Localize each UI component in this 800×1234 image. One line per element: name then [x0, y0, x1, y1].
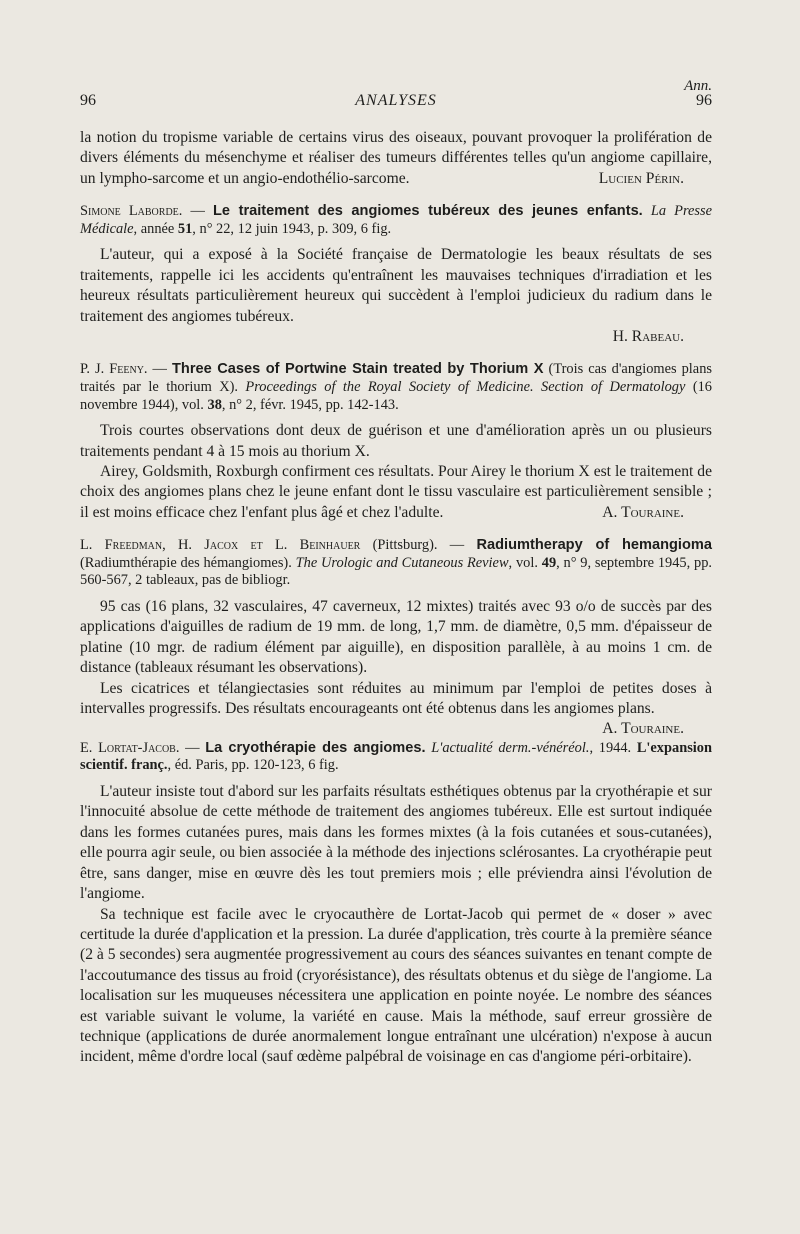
- reference: [80, 740, 712, 775]
- journal: L'actualité derm.-vénéréol.: [431, 739, 590, 756]
- dash: —: [182, 203, 213, 220]
- abstract-paragraph: Sa technique est facile avec le cryocauthère de Lortat-Jacob qui permet de « doser » avec certitude la durée d'application et la pression. La durée d'application, très courte à la première séance (2 à 5 secondes) sera augmentée progressivement au cours des séances suivantes en tenant compte de l'accoutumance des tissus au froid (cryorésistance), des résultats obtenus et du siège de l'angiome. La localisation sur les muqueuses nécessitera une application en pointe noyée. Le nombre des séances est variable suivant le volume, la variété en cause. Mais la méthode, sauf erreur grossière de technique (applications de durée anormalement longue entraînant une ulcération) n'expose à aucun incident, même d'ordre local (sauf œdème palpébral de voisinage en cas d'angiome péri-orbitaire).: [80, 905, 712, 1066]
- abstract-paragraph: [80, 679, 712, 738]
- volume: 49: [541, 554, 557, 571]
- abstract-entry: [80, 740, 712, 1068]
- reference: [80, 203, 712, 238]
- abstract-entry: [80, 361, 712, 523]
- article-title: La cryothérapie des angiomes.: [205, 739, 426, 756]
- reference: [80, 537, 712, 590]
- article-title: Le traitement des angiomes tubéreux des jeunes enfants.: [213, 203, 643, 220]
- article-title: Radiumtherapy of hemangioma: [476, 537, 712, 554]
- title-translation: (Trois cas d'angiomes plans traités par le thorium X).: [80, 361, 712, 396]
- citation-text: , 1944.: [589, 739, 637, 756]
- journal: Proceedings of the Royal Society of Medicine. Section of Dermatology: [245, 379, 686, 396]
- citation-rest: , n° 9, septembre 1945, pp. 560-567, 2 tableaux, pas de bibliogr.: [80, 554, 713, 589]
- abstract-entry: [80, 203, 712, 347]
- paragraph-text: Airey, Goldsmith, Roxburgh confirment ces résultats. Pour Airey le thorium X est le traitement de choix des angiomes plans chez le jeune enfant dont le tissu vasculaire est particulièrement sensible ; il est moins efficace chez l'enfant plus âgé et chez l'adulte.: [80, 463, 712, 521]
- abstract-paragraph: L'auteur, qui a exposé à la Société française de Dermatologie les beaux résultats de ses traitements, rappelle ici les accidents qu'entraînent les mauvaises techniques d'irradiation et les heureux résultats particulièrement heureux qui succèdent à l'emploi judicieux du radium dans le traitement des angiomes tubéreux.: [80, 246, 712, 325]
- publisher: L'expansion scientif. franç.: [80, 739, 712, 774]
- signature: Lucien Périn.: [598, 169, 684, 187]
- journal: La Presse Médicale: [80, 203, 712, 237]
- volume: 51: [177, 220, 193, 237]
- journal: The Urologic and Cutaneous Review: [295, 554, 509, 571]
- signature: H. Rabeau.: [612, 328, 684, 346]
- citation-rest: , éd. Paris, pp. 120-123, 6 fig.: [167, 757, 339, 774]
- running-title: ANALYSES: [355, 92, 437, 109]
- page-number-left: 96: [80, 92, 96, 109]
- page-body: [80, 128, 712, 1068]
- location: (Pittsburg).: [360, 537, 438, 554]
- citation-text: (16 novembre 1944), vol.: [80, 379, 713, 413]
- dash: —: [147, 361, 172, 378]
- abstract-paragraph: 95 cas (16 plans, 32 vasculaires, 47 caverneux, 12 mixtes) traités avec 93 o/o de succès par des applications d'aiguilles de radium de 19 mm. de long, 1,7 mm. de diamètre, 0,5 mm. d'épaisseur de platine (10 mgr. de radium élément par aiguille), en disposition parallèle, à au moins 1 cm. de distance (tableaux résumant les observations).: [80, 598, 712, 677]
- title-translation: (Radiumthérapie des hémangiomes).: [80, 554, 296, 571]
- citation-rest: , n° 22, 12 juin 1943, p. 309, 6 fig.: [192, 220, 392, 237]
- abstract-entry: [80, 537, 713, 738]
- dash: —: [437, 537, 477, 554]
- citation-rest: , n° 2, févr. 1945, pp. 142-143.: [221, 396, 399, 413]
- abstract-paragraph: [80, 462, 712, 523]
- volume: 38: [207, 396, 222, 413]
- page-header: [80, 92, 712, 116]
- author: P. J. Feeny.: [80, 361, 148, 378]
- author: L. Freedman, H. Jacox et L. Beinhauer: [80, 537, 361, 554]
- margin-annotation: Ann.: [684, 78, 712, 94]
- dash: —: [179, 739, 206, 756]
- abstract-paragraph: Trois courtes observations dont deux de guérison et une d'amélioration après un ou plusieurs traitements pendant 4 à 15 mois au thorium X.: [80, 422, 712, 460]
- signature: A. Touraine.: [602, 720, 684, 738]
- page-number-right: 96: [696, 92, 712, 109]
- article-title: Three Cases of Portwine Stain treated by Thorium X: [171, 361, 544, 378]
- signature: A. Touraine.: [602, 503, 684, 521]
- reference: [80, 361, 712, 414]
- author: Simone Laborde.: [80, 203, 183, 220]
- abstract-paragraph: L'auteur insiste tout d'abord sur les parfaits résultats esthétiques obtenus par la cryothérapie et sur l'innocuité absolue de cette méthode de traitement des angiomes tubéreux. Elle est surtout indiquée dans les formes cutanées pures, mais dans les formes mixtes (à la fois cutanées et sous-cutanées), elle pourra agir seule, ou bien associée à la méthode des injections sclérosantes. La cryothérapie peut être, sans danger, mise en œuvre dès les tout premiers mois ; elle préviendra ainsi l'évolution de l'angiome.: [80, 783, 712, 903]
- intro-text: la notion du tropisme variable de certains virus des oiseaux, pouvant provoquer la prolifération de divers éléments du mésenchyme et réaliser des tumeurs différentes telles qu'un angiome capillaire, un lympho-sarcome et un angio-endothélio-sarcome.: [80, 129, 712, 187]
- author: E. Lortat-Jacob.: [80, 739, 180, 756]
- paragraph-text: Les cicatrices et télangiectasies sont réduites au minimum par l'emploi de petites doses à intervalles progressifs. Des résultats encourageants ont été obtenus dans les angiomes plans.: [80, 679, 712, 718]
- citation-text: , vol.: [508, 554, 542, 571]
- intro-paragraph: [80, 128, 712, 189]
- citation-text: , année: [133, 220, 178, 237]
